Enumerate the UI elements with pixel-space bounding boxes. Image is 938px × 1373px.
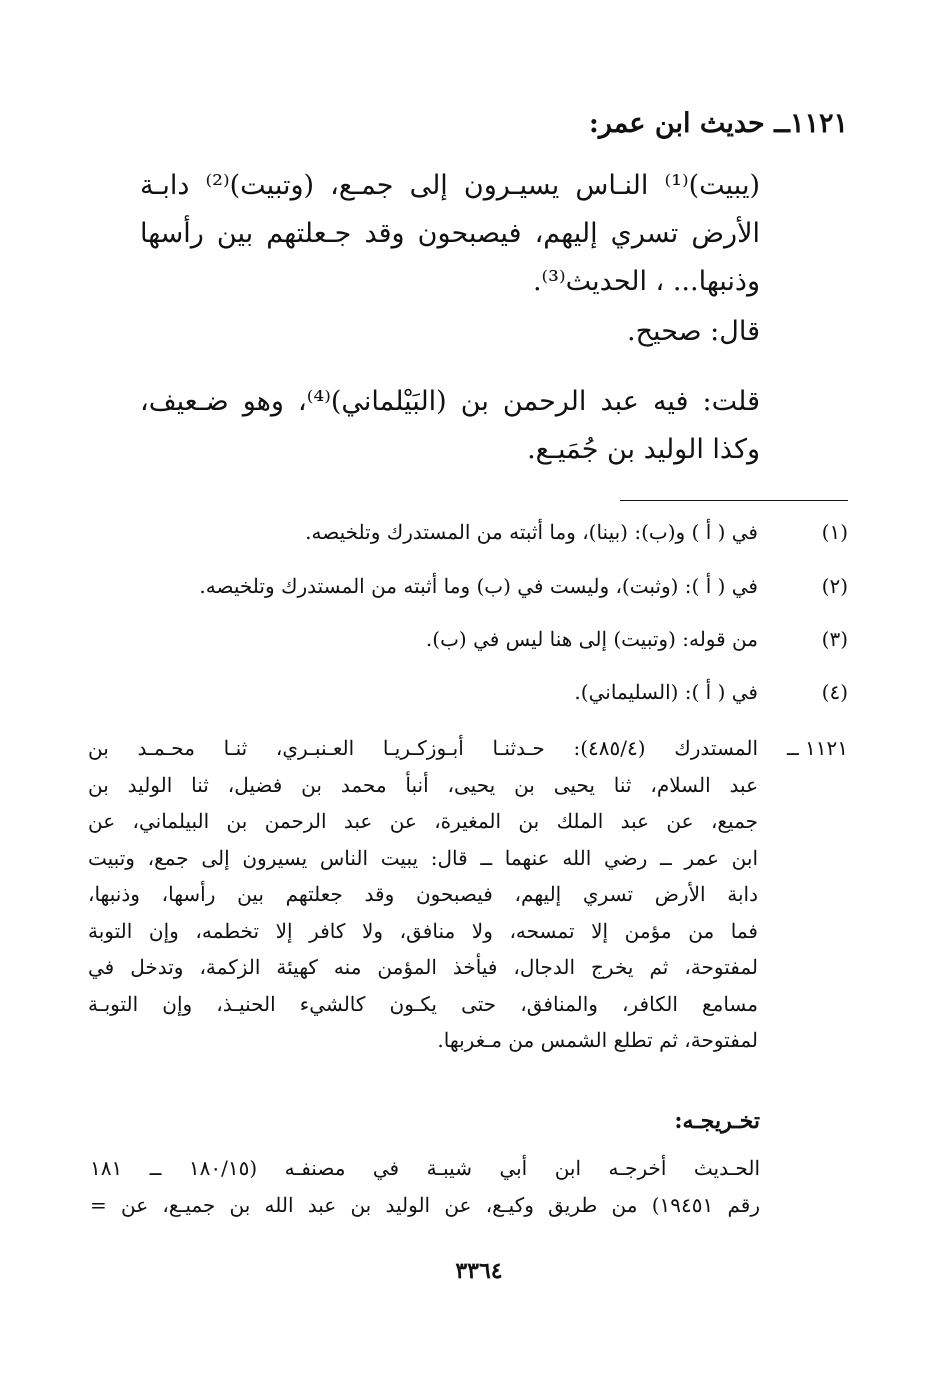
source-line: فما من مؤمن إلا تمسحه، ولا منافق، ولا كافر إلا تخطمه، وإن التوبة (88, 918, 758, 943)
source-line: ابن عمر ــ رضي الله عنهما ــ قال: يبيت الناس يسيرون إلى جمع، وتبيت (88, 845, 758, 870)
takhrij-text (90, 1150, 760, 1224)
source-note-text (88, 730, 758, 1059)
hadith-heading: ١١٢١ــ حديث ابن عمر: (588, 108, 848, 139)
grading-statement: قال: صحيح. (627, 316, 760, 347)
source-line: لمفتوحة، ثم يخرج الدجال، فيأخذ المؤمن منه كهيئة الزكمة، وتدخل في (88, 955, 758, 979)
footnote-number: (٣) (821, 627, 848, 651)
hadith-line-3: وذنبها... ، الحديث⁽³⁾. (532, 266, 760, 297)
footnote-text: من قوله: (وتبيت) إلى هنا ليس في (ب). (425, 627, 758, 651)
footnote-text: في ( أ ): (السليماني). (574, 680, 758, 704)
footnote-number: (٤) (821, 680, 848, 704)
hadith-line-1: (يبيت)⁽¹⁾ النـاس يسيـرون إلى جمـع، (وتبيت)⁽²⁾ دابـة (140, 170, 761, 201)
footnote-1 (88, 520, 848, 550)
critique-line-1: قلت: فيه عبد الرحمن بن (البَيْلماني)⁽⁴⁾، وهو ضـعيف، (140, 386, 760, 417)
source-line: جميع، عن عبد الملك بن المغيرة، عن عبد الرحمن بن البيلماني، عن (88, 809, 759, 833)
takhrij-title: تخـريجـه: (674, 1108, 760, 1134)
source-line: دابة الأرض تسري إليهم، فيصبحون وقد جعلتهم بين رأسها، وذنبها، (88, 882, 758, 906)
takhrij-line: الحـديث أخرجـه ابن أبي شيبـة في مصنفـه (١٨٠/١٥ ــ ١٨١ (90, 1156, 760, 1180)
source-line: عبد السلام، ثنا يحيى بن يحيى، أنبأ محمد بن فضيل، ثنا الوليد بن (88, 772, 758, 797)
footnote-divider (620, 500, 848, 501)
source-line: مسامع الكافر، والمنافق، حتى يكـون كالشيء الحنيـذ، وإن التوبـة (88, 991, 758, 1016)
footnote-3 (88, 627, 848, 657)
hadith-line-2: الأرض تسري إليهم، فيصبحون وقد جـعلتهم بين رأسها (140, 218, 760, 249)
source-line: المستدرك (٤٨٥/٤): حـدثنـا أبـوزكـريـا العـنبـري، ثنـا محـمـد بن (88, 736, 759, 760)
footnote-4 (88, 680, 848, 710)
critique-statement (140, 378, 760, 474)
hadith-text (140, 162, 760, 306)
takhrij-line: رقم ١٩٤٥١) من طريق وكيـع، عن الوليد بن عبد الله بن جميـع، عن = (90, 1193, 760, 1217)
footnote-number: (١) (821, 520, 848, 544)
footnote-text: في ( أ ) و(ب): (بينا)، وما أثبته من المستدرك وتلخيصه. (305, 520, 758, 544)
footnote-text: في ( أ ): (وثبت)، وليست في (ب) وما أثبته من المستدرك وتلخيصه. (199, 574, 758, 598)
footnote-2 (88, 574, 848, 604)
page-number-text: ٣٣٦٤ (455, 1258, 503, 1284)
source-note-number: ١١٢١ ــ (786, 736, 848, 760)
footnote-number: (٢) (821, 574, 848, 598)
critique-line-2: وكذا الوليد بن جُمَيـع. (527, 434, 760, 465)
page-number (0, 1258, 938, 1284)
source-line: لمفتوحة، ثم تطلع الشمس من مـغربها. (437, 1028, 758, 1052)
